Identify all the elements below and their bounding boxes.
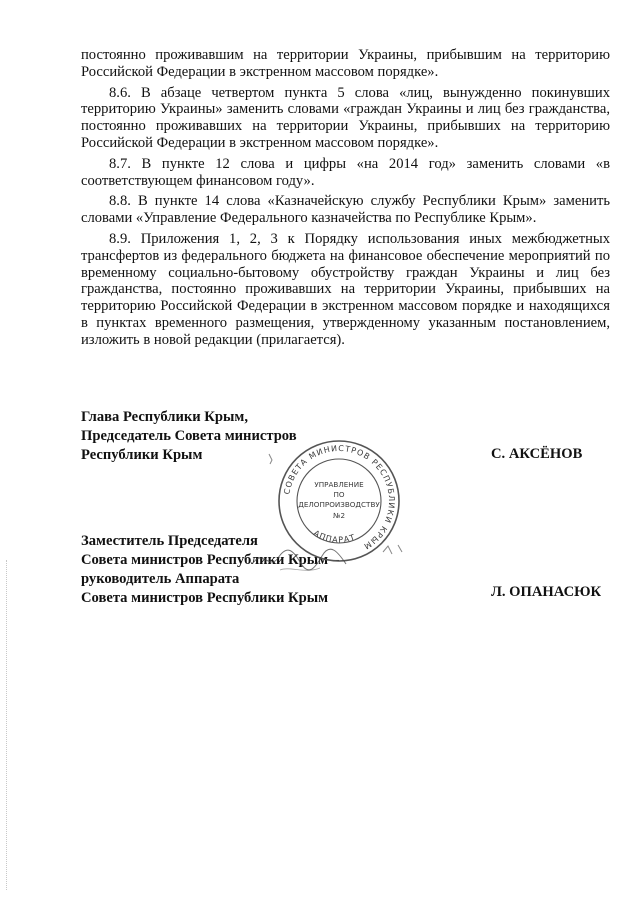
handwritten-mark (380, 540, 410, 560)
signature-title-line: Совета министров Республики Крым – (81, 552, 340, 568)
handwritten-mark (266, 452, 278, 466)
signature-title-line: Заместитель Председателя (81, 533, 258, 549)
signature-title-line: Глава Республики Крым, (81, 409, 248, 425)
signatory-name-deputy: Л. ОПАНАСЮК (491, 584, 602, 600)
scan-margin-artifact (6, 560, 10, 890)
signatory-name-head: С. АКСЁНОВ (491, 446, 583, 462)
paragraph-8-9: 8.9. Приложения 1, 2, 3 к Порядку использования иных межбюджетных трансфертов из федерального бюджета на финансовое обеспечение мероприятий по временному социально-бытовому обустройству граждан Украины и лиц без гражданства, постоянно проживавших на территории Украины, прибывших на территорию Российской Федерации в экстренном массовом порядке и находящихся в пунктах временного размещения, утвержденному указанным постановлением, изложить в новой редакции (прилагается). (81, 230, 610, 348)
signature-title-line: Республики Крым (81, 447, 203, 463)
seal-center-line: №2 (332, 511, 346, 520)
paragraph-8-7: 8.7. В пункте 12 слова и цифры «на 2014 год» заменить словами «в соответствующем финансовом году». (81, 155, 610, 189)
paragraph-8-8: 8.8. В пункте 14 слова «Казначейскую службу Республики Крым» заменить словами «Управление Федерального казначейства по Республике Крым». (81, 193, 610, 227)
handwritten-signature (250, 540, 360, 580)
seal-ring-text-bottom: АППАРАТ (311, 528, 357, 545)
signature-title-line: Совета министров Республики Крым (81, 590, 329, 606)
signature-block-head (81, 408, 297, 465)
signature-title-line: руководитель Аппарата (81, 571, 240, 587)
signature-title-line: Председатель Совета министров (81, 428, 297, 444)
document-body (81, 47, 610, 353)
seal-center-line: ДЕЛОПРОИЗВОДСТВУ (298, 500, 380, 509)
paragraph-8-6: 8.6. В абзаце четвертом пункта 5 слова «лиц, вынужденно покинувших территорию Украины» заменить словами «граждан Украины и лиц без гражданства, постоянно проживавших на территории Украины, прибывших на территорию Российской Федерации в экстренном массовом порядке». (81, 84, 610, 151)
seal-center-line: УПРАВЛЕНИЕ (314, 480, 364, 489)
paragraph-continuation: постоянно проживавшим на территории Украины, прибывшим на территорию Российской Федерации в экстренном массовом порядке». (81, 47, 610, 80)
seal-center-line: ПО (333, 490, 345, 499)
seal-ring-text: СОВЕТА МИНИСТРОВ РЕСПУБЛИКИ КРЫМ (282, 443, 397, 552)
